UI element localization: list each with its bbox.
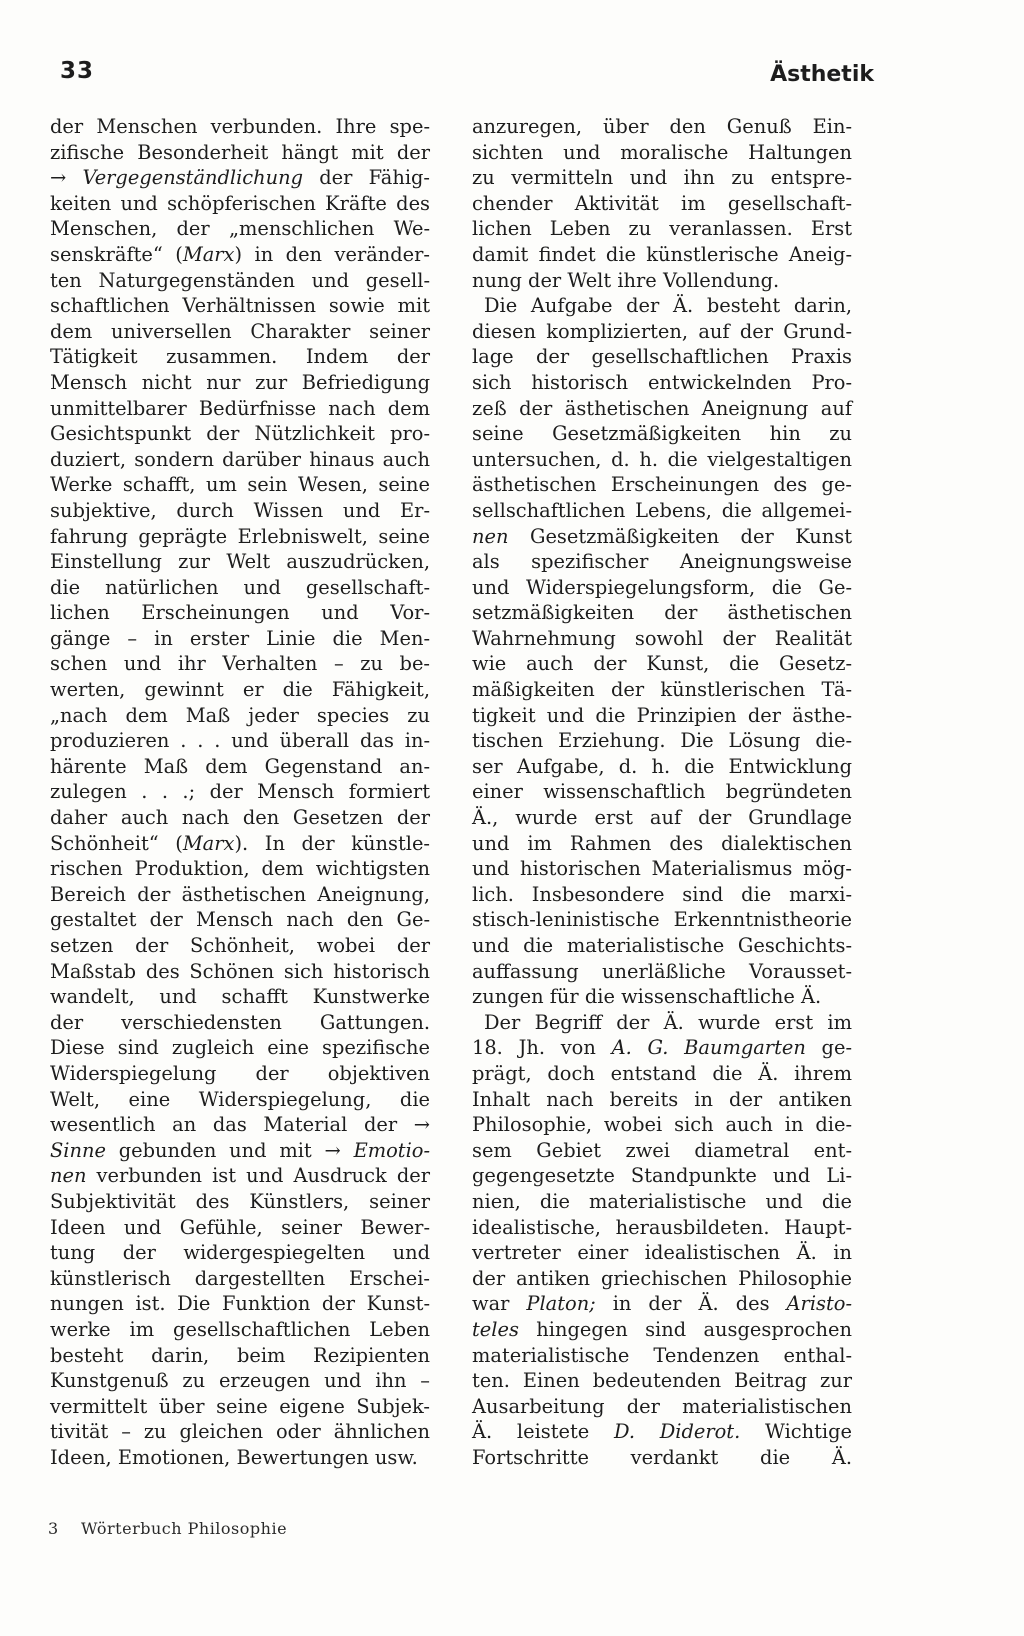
text-line: Einstellung zur Welt auszudrücken, <box>50 550 430 574</box>
text-line: und historischen Materialismus mög- <box>472 857 852 881</box>
text-line: materialistische Tendenzen enthal- <box>472 1343 852 1367</box>
text-line: härente Maß dem Gegenstand an- <box>50 754 430 778</box>
text-line: werten, gewinnt er die Fähigkeit, <box>50 678 430 702</box>
text-line: der verschiedensten Gattungen. <box>50 1010 430 1034</box>
text-line: nen Gesetzmäßigkeiten der Kunst <box>472 524 852 548</box>
page-footer <box>48 1519 287 1538</box>
text-line: teles hingegen sind ausgesprochen <box>472 1317 852 1341</box>
text-line: werke im gesellschaftlichen Leben <box>50 1317 430 1341</box>
text-line: zungen für die wissenschaftliche Ä. <box>472 985 822 1009</box>
text-line: unmittelbarer Bedürfnisse nach dem <box>50 396 430 420</box>
text-line: produzieren . . . und überall das in- <box>50 729 430 753</box>
text-line: Subjektivität des Künstlers, seiner <box>50 1189 430 1213</box>
text-line: wie auch der Kunst, die Gesetz- <box>472 652 852 676</box>
text-line: gestaltet der Mensch nach den Ge- <box>50 908 430 932</box>
text-line: besteht darin, beim Rezipienten <box>50 1343 430 1367</box>
text-line: lichen Leben zu veranlassen. Erst <box>472 217 852 241</box>
text-line: 18. Jh. von A. G. Baumgarten ge- <box>472 1036 852 1060</box>
text-line: Schönheit“ (Marx). In der künstle- <box>50 831 430 855</box>
signature-mark: 3 <box>48 1519 59 1538</box>
text-line: wesentlich an das Material der → <box>50 1113 430 1137</box>
text-line: Mensch nicht nur zur Befriedigung <box>50 370 430 394</box>
text-line: wandelt, und schafft Kunstwerke <box>50 985 430 1009</box>
text-line: zeß der ästhetischen Aneignung auf <box>472 396 852 420</box>
running-head: Ästhetik <box>770 62 874 87</box>
text-line: fahrung geprägte Erlebniswelt, seine <box>50 524 430 548</box>
text-line: sem Gebiet zwei diametral ent- <box>472 1138 852 1162</box>
text-line: tischen Erziehung. Die Lösung die- <box>472 729 852 753</box>
text-line: Widerspiegelung der objektiven <box>50 1061 430 1085</box>
text-line: Inhalt nach bereits in der antiken <box>472 1087 852 1111</box>
text-line: damit findet die künstlerische Aneig- <box>472 242 852 266</box>
text-line: keiten und schöpferischen Kräfte des <box>50 191 430 215</box>
text-line: sellschaftlichen Lebens, die allgemei- <box>472 498 852 522</box>
text-line: zulegen . . .; der Mensch formiert <box>50 780 430 804</box>
text-line: Fortschritte verdankt die Ä. <box>472 1445 852 1469</box>
text-line: → Vergegenständlichung der Fähig- <box>50 166 430 190</box>
text-line: lage der gesellschaftlichen Praxis <box>472 345 852 369</box>
text-line: nen verbunden ist und Ausdruck der <box>50 1164 430 1188</box>
text-line: zifische Besonderheit hängt mit der <box>50 140 430 164</box>
text-line: untersuchen, d. h. die vielgestaltigen <box>472 447 852 471</box>
text-line: Bereich der ästhetischen Aneignung, <box>50 882 430 906</box>
text-line: mäßigkeiten der künstlerischen Tä- <box>472 678 852 702</box>
text-line: zu vermitteln und ihn zu entspre- <box>472 166 852 190</box>
text-line: Diese sind zugleich eine spezifische <box>50 1036 430 1060</box>
text-line: ser Aufgabe, d. h. die Entwicklung <box>472 754 852 778</box>
text-line: tivität – zu gleichen oder ähnlichen <box>50 1420 430 1444</box>
text-line: künstlerisch dargestellten Erschei- <box>50 1266 430 1290</box>
text-line: daher auch nach den Gesetzen der <box>50 806 430 830</box>
text-line: Ideen, Emotionen, Bewertungen usw. <box>50 1445 418 1469</box>
text-line: sichten und moralische Haltungen <box>472 140 852 164</box>
page-number: 33 <box>60 58 95 84</box>
text-line: Gesichtspunkt der Nützlichkeit pro- <box>50 422 430 446</box>
text-line: subjektive, durch Wissen und Er- <box>50 498 430 522</box>
text-line: diesen komplizierten, auf der Grund- <box>472 319 852 343</box>
text-line: tung der widergespiegelten und <box>50 1241 430 1265</box>
text-line: setzmäßigkeiten der ästhetischen <box>472 601 852 625</box>
text-line: setzen der Schönheit, wobei der <box>50 934 430 957</box>
text-line: gänge – in erster Linie die Men- <box>50 626 430 650</box>
text-line: nung der Welt ihre Vollendung. <box>472 268 780 292</box>
right-column <box>472 114 852 1470</box>
book-title: Wörterbuch Philosophie <box>81 1519 288 1538</box>
text-line: „nach dem Maß jeder species zu <box>50 703 430 727</box>
text-line: Werke schafft, um sein Wesen, seine <box>50 473 430 497</box>
text-line: ten Naturgegenständen und gesell- <box>50 268 430 292</box>
text-line: Menschen, der „menschlichen We- <box>50 217 430 241</box>
text-line: als spezifischer Aneignungsweise <box>472 550 852 574</box>
text-line: der antiken griechischen Philosophie <box>472 1266 852 1290</box>
text-line: vertreter einer idealistischen Ä. in <box>472 1241 852 1265</box>
text-line: schen und ihr Verhalten – zu be- <box>50 652 430 676</box>
text-line: ten. Einen bedeutenden Beitrag zur <box>472 1369 852 1393</box>
text-line: Tätigkeit zusammen. Indem der <box>50 345 430 369</box>
text-line: Welt, eine Widerspiegelung, die <box>50 1087 430 1111</box>
text-line: lich. Insbesondere sind die marxi- <box>472 882 852 906</box>
text-line: war Platon; in der Ä. des Aristo- <box>472 1292 852 1316</box>
text-line: Ä. leistete D. Diderot. Wichtige <box>472 1420 853 1444</box>
text-line: gegengesetzte Standpunkte und Li- <box>472 1164 852 1188</box>
text-line: duziert, sondern darüber hinaus auch <box>50 447 430 471</box>
text-line: Sinne gebunden und mit → Emotio- <box>50 1138 430 1162</box>
text-line: nungen ist. Die Funktion der Kunst- <box>50 1292 430 1316</box>
text-line: dem universellen Charakter seiner <box>50 319 430 343</box>
text-line: anzuregen, über den Genuß Ein- <box>472 115 852 138</box>
text-line: Die Aufgabe der Ä. besteht darin, <box>484 294 852 318</box>
text-line: chender Aktivität im gesellschaft- <box>472 191 852 215</box>
text-line: Kunstgenuß zu erzeugen und ihn – <box>50 1369 430 1393</box>
text-line: vermittelt über seine eigene Subjek- <box>50 1394 430 1418</box>
text-line: tigkeit und die Prinzipien der ästhe- <box>472 703 852 727</box>
text-line: Maßstab des Schönen sich historisch <box>50 959 430 983</box>
text-line: schaftlichen Verhältnissen sowie mit <box>50 294 430 318</box>
text-line: nien, die materialistische und die <box>472 1189 852 1213</box>
left-column <box>50 114 430 1470</box>
text-line: Ideen und Gefühle, seiner Bewer- <box>50 1215 430 1239</box>
text-line: die natürlichen und gesellschaft- <box>50 575 430 599</box>
text-line: einer wissenschaftlich begründeten <box>472 780 852 804</box>
text-line: und im Rahmen des dialektischen <box>472 831 852 855</box>
text-line: und Widerspiegelungsform, die Ge- <box>472 575 852 599</box>
text-line: lichen Erscheinungen und Vor- <box>50 601 430 625</box>
text-line: Ä., wurde erst auf der Grundlage <box>472 806 852 830</box>
text-line: auffassung unerläßliche Vorausset- <box>472 959 852 983</box>
text-line: der Menschen verbunden. Ihre spe- <box>50 115 430 138</box>
text-line: Philosophie, wobei sich auch in die- <box>472 1113 852 1137</box>
text-line: und die materialistische Geschichts- <box>472 934 852 957</box>
text-line: senskräfte“ (Marx) in den veränder- <box>50 242 430 266</box>
text-line: ästhetischen Erscheinungen des ge- <box>472 473 852 497</box>
text-line: seine Gesetzmäßigkeiten hin zu <box>472 422 852 446</box>
text-line: prägt, doch entstand die Ä. ihrem <box>472 1061 852 1085</box>
text-line: Wahrnehmung sowohl der Realität <box>472 626 852 650</box>
text-line: Ausarbeitung der materialistischen <box>472 1394 852 1418</box>
text-line: rischen Produktion, dem wichtigsten <box>50 857 430 881</box>
text-line: Der Begriff der Ä. wurde erst im <box>484 1010 852 1034</box>
text-line: stisch-leninistische Erkenntnistheorie <box>472 908 852 932</box>
text-line: sich historisch entwickelnden Pro- <box>472 370 852 394</box>
text-line: idealistische, herausbildeten. Haupt- <box>472 1215 852 1239</box>
